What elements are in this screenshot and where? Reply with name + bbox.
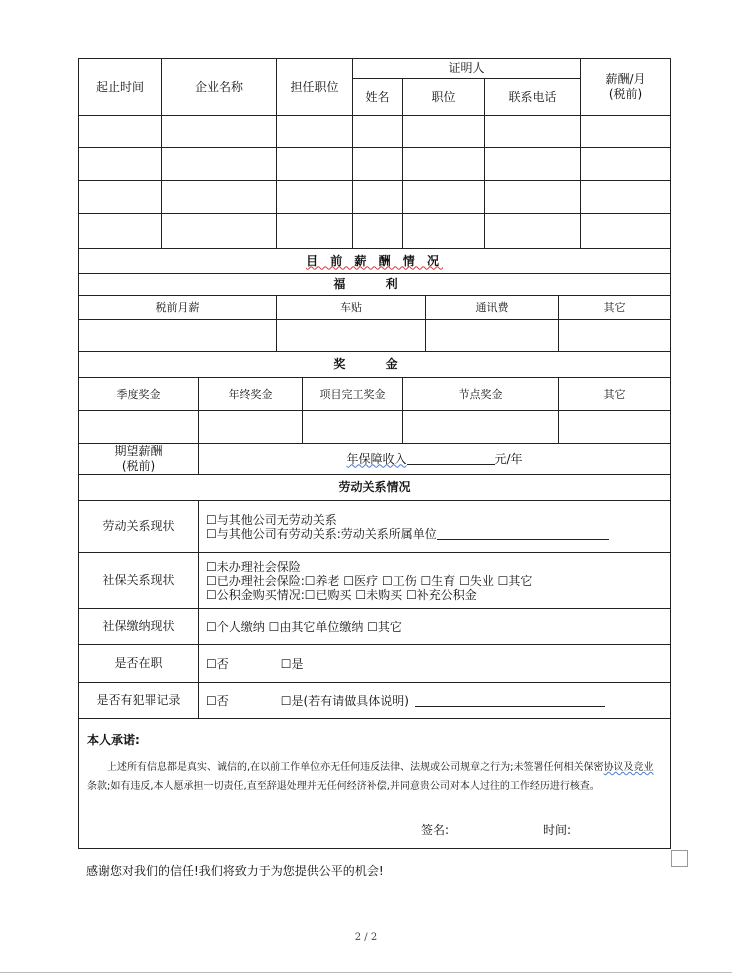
cell-ref-position-input[interactable] bbox=[403, 214, 485, 249]
benefit-col-phone: 通讯费 bbox=[426, 296, 559, 320]
cell-ref-position-input[interactable] bbox=[403, 181, 485, 214]
header-position: 担任职位 bbox=[277, 59, 353, 116]
criminal-record-options bbox=[199, 683, 671, 719]
social-insurance-options bbox=[199, 553, 671, 609]
benefit-col-other: 其它 bbox=[559, 296, 671, 320]
benefit-phone-input[interactable] bbox=[426, 320, 559, 352]
labor-relation-options bbox=[199, 501, 671, 553]
application-form-table bbox=[78, 58, 671, 849]
cell-period-input[interactable] bbox=[79, 116, 162, 148]
labor-section-title: 劳动关系情况 bbox=[79, 475, 671, 501]
cell-company-input[interactable] bbox=[162, 116, 277, 148]
cell-salary-input[interactable] bbox=[581, 148, 671, 181]
benefit-other-input[interactable] bbox=[559, 320, 671, 352]
header-company: 企业名称 bbox=[162, 59, 277, 116]
benefit-col-monthly: 税前月薪 bbox=[79, 296, 277, 320]
benefit-col-car: 车贴 bbox=[277, 296, 426, 320]
employment-row bbox=[79, 116, 671, 148]
cell-company-input[interactable] bbox=[162, 148, 277, 181]
social-insurance-label: 社保关系现状 bbox=[79, 553, 199, 609]
bonus-col-other: 其它 bbox=[559, 378, 671, 411]
cell-period-input[interactable] bbox=[79, 148, 162, 181]
bonus-col-quarterly: 季度奖金 bbox=[79, 378, 199, 411]
header-salary-line2: (税前) bbox=[608, 87, 643, 101]
header-referee: 证明人 bbox=[353, 59, 581, 79]
employment-row bbox=[79, 214, 671, 249]
header-salary-line1: 薪酬/月 bbox=[605, 72, 646, 86]
insurance-payment-options[interactable]: ☐个人缴纳 ☐由其它单位缴纳 ☐其它 bbox=[199, 609, 671, 645]
social-insurance-option-none[interactable]: ☐未办理社会保险 bbox=[206, 559, 301, 574]
cell-period-input[interactable] bbox=[79, 181, 162, 214]
cell-ref-name-input[interactable] bbox=[353, 181, 403, 214]
pledge-text: 上述所有信息都是真实、诚信的,在以前工作单位亦无任何违反法律、法规或公司规章之行为;未签署任何相关保密协议及竞业条款;如有违反,本人愿承担一切责任,直至辞退处理并无任何经济补偿,并同意贵公司对本人过往的工作经历进行核查。 bbox=[87, 762, 654, 792]
expected-salary-label bbox=[79, 444, 199, 475]
cell-position-input[interactable] bbox=[277, 214, 353, 249]
criminal-details-input[interactable] bbox=[415, 694, 605, 707]
bonus-milestone-input[interactable] bbox=[403, 411, 559, 444]
page-number: 2 / 2 bbox=[354, 932, 378, 943]
page-bottom-rule bbox=[0, 972, 732, 973]
cell-salary-input[interactable] bbox=[581, 214, 671, 249]
cell-ref-phone-input[interactable] bbox=[485, 116, 581, 148]
cell-ref-name-input[interactable] bbox=[353, 214, 403, 249]
employed-label: 是否在职 bbox=[79, 645, 199, 683]
labor-relation-label: 劳动关系现状 bbox=[79, 501, 199, 553]
header-referee-name: 姓名 bbox=[353, 79, 403, 116]
bonus-title: 奖 金 bbox=[79, 352, 671, 378]
cell-ref-position-input[interactable] bbox=[403, 148, 485, 181]
criminal-option-no[interactable]: ☐否 bbox=[206, 693, 229, 708]
bonus-col-annual: 年终奖金 bbox=[199, 378, 303, 411]
labor-relation-employer-input[interactable] bbox=[437, 527, 609, 540]
labor-relation-option-none[interactable]: ☐与其他公司无劳动关系 bbox=[206, 512, 337, 527]
cell-period-input[interactable] bbox=[79, 214, 162, 249]
expected-salary-label-line2: (税前) bbox=[121, 459, 156, 473]
cell-ref-position-input[interactable] bbox=[403, 116, 485, 148]
cell-ref-phone-input[interactable] bbox=[485, 214, 581, 249]
bonus-col-milestone: 节点奖金 bbox=[403, 378, 559, 411]
header-referee-position: 职位 bbox=[403, 79, 485, 116]
employment-row bbox=[79, 148, 671, 181]
cell-ref-name-input[interactable] bbox=[353, 148, 403, 181]
current-salary-title: 目 前 薪 酬 情 况 bbox=[79, 249, 671, 274]
benefit-monthly-input[interactable] bbox=[79, 320, 277, 352]
benefit-car-input[interactable] bbox=[277, 320, 426, 352]
bonus-col-project: 项目完工奖金 bbox=[303, 378, 403, 411]
thanks-message: 感谢您对我们的信任!我们将致力于为您提供公平的机会! bbox=[86, 864, 384, 878]
insurance-payment-label: 社保缴纳现状 bbox=[79, 609, 199, 645]
cell-salary-input[interactable] bbox=[581, 116, 671, 148]
benefits-title: 福 利 bbox=[79, 274, 671, 296]
date-label: 时间: bbox=[543, 823, 572, 837]
social-insurance-option-has[interactable]: ☐已办理社会保险:☐养老 ☐医疗 ☐工伤 ☐生育 ☐失业 ☐其它 bbox=[206, 573, 533, 588]
expected-salary-suffix: 元/年 bbox=[494, 451, 523, 466]
cell-ref-phone-input[interactable] bbox=[485, 148, 581, 181]
criminal-record-label: 是否有犯罪记录 bbox=[79, 683, 199, 719]
cell-ref-phone-input[interactable] bbox=[485, 181, 581, 214]
labor-relation-option-has[interactable]: ☐与其他公司有劳动关系:劳动关系所属单位 bbox=[206, 527, 670, 541]
expected-salary-prefix: 年保障收入 bbox=[346, 451, 407, 466]
employed-options bbox=[199, 645, 671, 683]
housing-fund-option[interactable]: ☐公积金购买情况:☐已购买 ☐未购买 ☐补充公积金 bbox=[206, 587, 477, 602]
corner-marker bbox=[671, 850, 688, 867]
bonus-annual-input[interactable] bbox=[199, 411, 303, 444]
employed-option-no[interactable]: ☐否 bbox=[206, 656, 229, 671]
cell-company-input[interactable] bbox=[162, 181, 277, 214]
signature-label: 签名: bbox=[421, 823, 450, 837]
cell-position-input[interactable] bbox=[277, 181, 353, 214]
header-salary bbox=[581, 59, 671, 116]
cell-company-input[interactable] bbox=[162, 214, 277, 249]
employed-option-yes[interactable]: ☐是 bbox=[280, 656, 304, 671]
header-period: 起止时间 bbox=[79, 59, 162, 116]
cell-salary-input[interactable] bbox=[581, 181, 671, 214]
expected-salary-input[interactable] bbox=[407, 452, 495, 465]
bonus-other-input[interactable] bbox=[559, 411, 671, 444]
cell-ref-name-input[interactable] bbox=[353, 116, 403, 148]
criminal-option-yes[interactable]: ☐是(若有请做具体说明) bbox=[280, 693, 409, 708]
bonus-project-input[interactable] bbox=[303, 411, 403, 444]
cell-position-input[interactable] bbox=[277, 148, 353, 181]
expected-salary-label-line1: 期望薪酬 bbox=[114, 444, 163, 458]
header-referee-phone: 联系电话 bbox=[485, 79, 581, 116]
pledge-title: 本人承诺: bbox=[87, 733, 140, 747]
bonus-quarterly-input[interactable] bbox=[79, 411, 199, 444]
employment-row bbox=[79, 181, 671, 214]
cell-position-input[interactable] bbox=[277, 116, 353, 148]
pledge-section bbox=[79, 719, 671, 849]
expected-salary-field bbox=[199, 444, 671, 475]
